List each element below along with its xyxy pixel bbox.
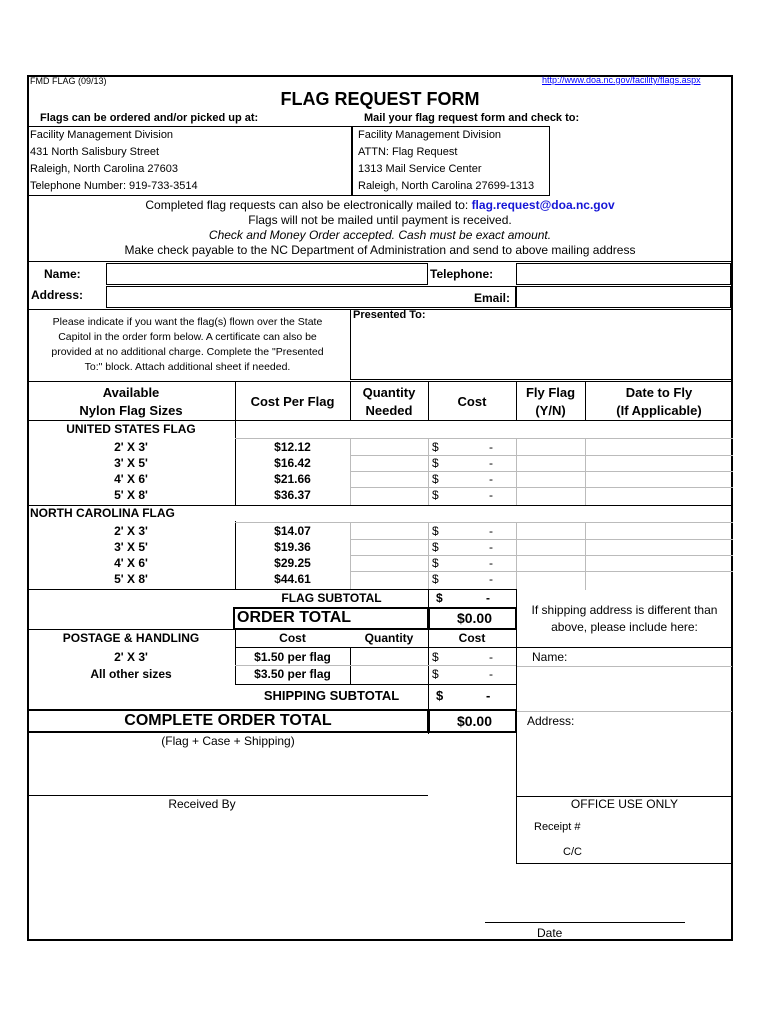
quantity-header-sub: Needed xyxy=(365,403,413,418)
flag-price: $14.07 xyxy=(274,524,311,538)
telephone-label: Telephone: xyxy=(430,267,494,281)
presented-to-label: Presented To: xyxy=(353,309,426,321)
cost-dollar: $ xyxy=(432,488,439,502)
flag-size: 2' X 3' xyxy=(114,524,148,538)
cost-value: - xyxy=(489,540,493,554)
flag-subtotal-label: FLAG SUBTOTAL xyxy=(281,591,382,605)
flag-size: 4' X 6' xyxy=(114,472,148,486)
flag-subtotal-dollar: $ xyxy=(436,591,443,605)
flag-size: 5' X 8' xyxy=(114,572,148,586)
telephone-input[interactable] xyxy=(516,263,731,285)
flag-price: $44.61 xyxy=(274,572,311,586)
mail-heading: Mail your flag request form and check to: xyxy=(364,112,580,124)
nc-flag-title: NORTH CAROLINA FLAG xyxy=(30,506,175,520)
shipping-subtotal-dollar: $ xyxy=(436,688,444,703)
postage-cost-col-label: Cost xyxy=(458,631,486,645)
cost-dollar: $ xyxy=(432,524,439,538)
postage-quantity-label: Quantity xyxy=(364,631,414,645)
date-label: Date xyxy=(537,926,563,940)
us-flag-title: UNITED STATES FLAG xyxy=(66,422,196,436)
address-input[interactable] xyxy=(106,286,516,308)
flag-price: $12.12 xyxy=(274,440,311,454)
fly-flag-header-sub: (Y/N) xyxy=(535,403,566,418)
flag-price: $36.37 xyxy=(274,488,311,502)
postage-dollar: $ xyxy=(432,650,439,664)
name-label: Name: xyxy=(44,267,81,281)
order-email-link[interactable]: flag.request@doa.nc.gov xyxy=(471,198,615,212)
flag-size: 3' X 5' xyxy=(114,540,148,554)
cost-value: - xyxy=(489,440,493,454)
form-code: FMD FLAG (09/13) xyxy=(30,76,107,86)
instructions-line: To:" block. Attach additional sheet if needed. xyxy=(84,361,291,373)
postage-price: $3.50 per flag xyxy=(254,667,331,681)
shipping-address-label: Address: xyxy=(527,714,575,728)
postage-price: $1.50 per flag xyxy=(254,650,331,664)
complete-total-label: COMPLETE ORDER TOTAL xyxy=(124,712,332,729)
cost-dollar: $ xyxy=(432,456,439,470)
flag-price: $19.36 xyxy=(274,540,311,554)
order-total-label: ORDER TOTAL xyxy=(237,609,352,626)
office-use-title: OFFICE USE ONLY xyxy=(570,797,679,811)
flag-price: $21.66 xyxy=(274,472,311,486)
date-to-fly-header-sub: (If Applicable) xyxy=(616,403,702,418)
address-label: Address: xyxy=(31,288,84,302)
shipping-instructions: If shipping address is different than xyxy=(531,603,718,617)
instructions-line: Please indicate if you want the flag(s) flown over the State xyxy=(52,316,323,328)
pickup-phone: Telephone Number: 919-733-3514 xyxy=(30,180,198,192)
instructions-line: Capitol in the order form below. A certificate can also be xyxy=(58,331,317,343)
postage-cost: - xyxy=(489,667,493,681)
sizes-header: Available xyxy=(102,385,160,400)
facility-url-link[interactable]: http://www.doa.nc.gov/facility/flags.aspx xyxy=(542,75,701,85)
shipping-instructions-sub: above, please include here: xyxy=(551,620,698,634)
payment-method-notice: Check and Money Order accepted. Cash must be exact amount. xyxy=(208,228,552,242)
name-input[interactable] xyxy=(106,263,428,285)
receipt-label: Receipt # xyxy=(534,821,581,833)
postage-cost-label: Cost xyxy=(279,631,306,645)
cost-value: - xyxy=(489,488,493,502)
flag-size: 5' X 8' xyxy=(114,488,148,502)
cost-dollar: $ xyxy=(432,472,439,486)
flag-subtotal-value: - xyxy=(486,591,490,605)
complete-total-value: $0.00 xyxy=(456,713,492,729)
cc-label: C/C xyxy=(563,846,582,858)
date-to-fly-header: Date to Fly xyxy=(625,385,693,400)
shipping-subtotal-value: - xyxy=(486,688,491,703)
cost-dollar: $ xyxy=(432,572,439,586)
quantity-header: Quantity xyxy=(362,385,416,400)
cost-header: Cost xyxy=(457,394,487,409)
sizes-header-sub: Nylon Flag Sizes xyxy=(79,403,183,418)
received-by-line[interactable] xyxy=(27,795,428,796)
email-notice xyxy=(27,199,733,211)
mail-line: 1313 Mail Service Center xyxy=(358,163,482,175)
postage-dollar: $ xyxy=(432,667,439,681)
check-payable-notice: Make check payable to the NC Department of Administration and send to above mailing address xyxy=(124,243,636,257)
flag-price: $16.42 xyxy=(274,456,311,470)
mail-line: Facility Management Division xyxy=(358,129,502,141)
cost-dollar: $ xyxy=(432,540,439,554)
pickup-line: Facility Management Division xyxy=(30,129,174,141)
cost-dollar: $ xyxy=(432,440,439,454)
cost-dollar: $ xyxy=(432,556,439,570)
pickup-line: Raleigh, North Carolina 27603 xyxy=(30,163,178,175)
cost-per-flag-header: Cost Per Flag xyxy=(250,394,335,409)
cost-value: - xyxy=(489,456,493,470)
instructions-line: provided at no additional charge. Complete the "Presented xyxy=(51,346,324,358)
email-label: Email: xyxy=(474,291,511,305)
email-input[interactable] xyxy=(516,286,731,308)
email-notice-text: Completed flag requests can also be electronically mailed to: xyxy=(145,198,469,212)
cost-value: - xyxy=(489,572,493,586)
flag-size: 3' X 5' xyxy=(114,456,148,470)
mail-line: ATTN: Flag Request xyxy=(358,146,458,158)
flag-size: 2' X 3' xyxy=(114,440,148,454)
flag-size: 4' X 6' xyxy=(114,556,148,570)
cost-value: - xyxy=(489,556,493,570)
shipping-name-label: Name: xyxy=(532,650,568,664)
shipping-subtotal-label: SHIPPING SUBTOTAL xyxy=(263,688,400,703)
order-total-value: $0.00 xyxy=(456,610,492,626)
pickup-heading: Flags can be ordered and/or picked up at: xyxy=(40,112,259,124)
cost-value: - xyxy=(489,524,493,538)
postage-cost: - xyxy=(489,650,493,664)
pickup-line: 431 North Salisbury Street xyxy=(30,146,160,158)
flag-price: $29.25 xyxy=(274,556,311,570)
received-by-label: Received By xyxy=(168,797,236,811)
postage-size: 2' X 3' xyxy=(114,650,148,664)
postage-size: All other sizes xyxy=(90,667,172,681)
fly-flag-header: Fly Flag xyxy=(525,385,576,400)
complete-total-note: (Flag + Case + Shipping) xyxy=(161,734,295,748)
cost-value: - xyxy=(489,472,493,486)
date-line[interactable] xyxy=(485,922,685,923)
postage-title: POSTAGE & HANDLING xyxy=(62,631,200,645)
payment-notice: Flags will not be mailed until payment is received. xyxy=(248,213,512,227)
page-title: FLAG REQUEST FORM xyxy=(280,89,480,109)
mail-line: Raleigh, North Carolina 27699-1313 xyxy=(358,180,535,192)
